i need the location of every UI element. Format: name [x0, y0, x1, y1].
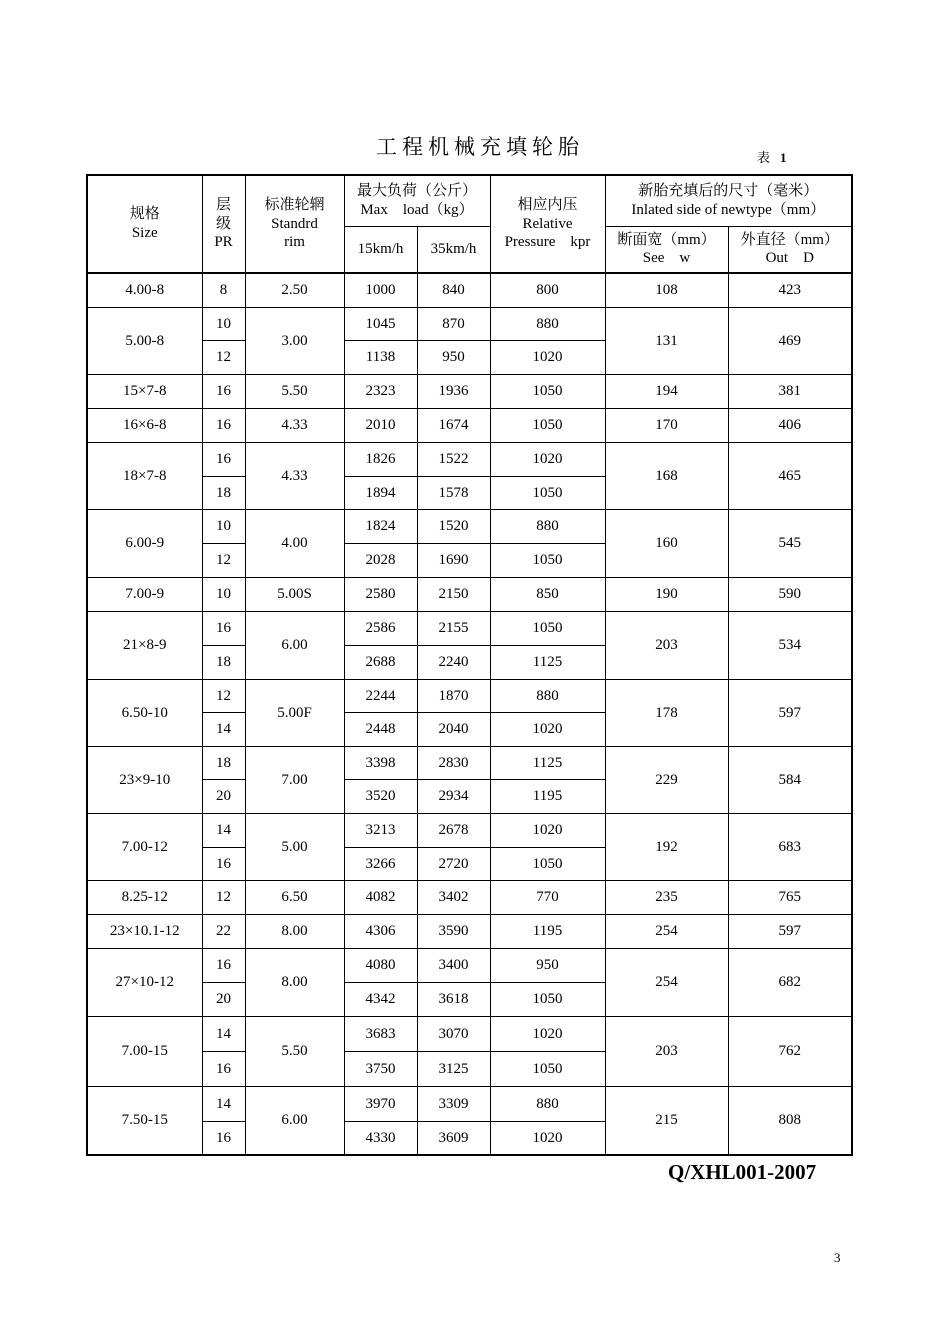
table-row	[87, 307, 852, 340]
cell-load-35kmh: 2934	[417, 779, 490, 813]
cell-load-15kmh: 2586	[344, 611, 417, 645]
cell-size: 4.00-8	[87, 273, 202, 307]
cell-outer-diameter: 584	[728, 746, 852, 813]
header-size: 规格 Size	[87, 175, 202, 273]
cell-outer-diameter: 545	[728, 509, 852, 577]
cell-rim: 4.33	[245, 442, 344, 509]
header-load-15kmh: 15km/h	[344, 226, 417, 273]
cell-load-35kmh: 2720	[417, 847, 490, 880]
cell-rim: 5.00	[245, 813, 344, 880]
cell-load-35kmh: 3400	[417, 948, 490, 982]
cell-outer-diameter: 534	[728, 611, 852, 679]
cell-pressure: 880	[490, 509, 605, 543]
cell-load-15kmh: 3213	[344, 813, 417, 847]
cell-load-15kmh: 1824	[344, 509, 417, 543]
cell-pressure: 1050	[490, 611, 605, 645]
cell-ply-rating: 12	[202, 880, 245, 914]
cell-load-35kmh: 3070	[417, 1016, 490, 1051]
cell-size: 16×6-8	[87, 408, 202, 442]
cell-ply-rating: 18	[202, 476, 245, 509]
header-outer-diameter: 外直径（mm） Out D	[728, 226, 852, 273]
cell-ply-rating: 16	[202, 1051, 245, 1086]
cell-load-15kmh: 3266	[344, 847, 417, 880]
cell-load-35kmh: 870	[417, 307, 490, 340]
table-row	[87, 1086, 852, 1121]
cell-ply-rating: 20	[202, 982, 245, 1016]
cell-ply-rating: 16	[202, 408, 245, 442]
cell-load-35kmh: 2155	[417, 611, 490, 645]
cell-section-width: 131	[605, 307, 728, 374]
cell-size: 23×10.1-12	[87, 914, 202, 948]
cell-outer-diameter: 808	[728, 1086, 852, 1155]
cell-load-15kmh: 2448	[344, 712, 417, 746]
table-row	[87, 948, 852, 982]
cell-pressure: 1050	[490, 476, 605, 509]
cell-rim: 5.00S	[245, 577, 344, 611]
cell-size: 6.00-9	[87, 509, 202, 577]
cell-ply-rating: 14	[202, 712, 245, 746]
table-row	[87, 914, 852, 948]
cell-load-15kmh: 1000	[344, 273, 417, 307]
cell-load-15kmh: 4342	[344, 982, 417, 1016]
cell-rim: 6.50	[245, 880, 344, 914]
cell-rim: 6.00	[245, 611, 344, 679]
cell-pressure: 1020	[490, 712, 605, 746]
header-inflated-dimensions: 新胎充填后的尺寸（毫米） Inlated side of newtype（mm）	[605, 175, 852, 226]
cell-pressure: 850	[490, 577, 605, 611]
cell-load-35kmh: 3618	[417, 982, 490, 1016]
cell-pressure: 1125	[490, 645, 605, 679]
cell-ply-rating: 16	[202, 1121, 245, 1155]
cell-size: 18×7-8	[87, 442, 202, 509]
cell-load-35kmh: 3402	[417, 880, 490, 914]
cell-outer-diameter: 469	[728, 307, 852, 374]
cell-ply-rating: 10	[202, 577, 245, 611]
cell-outer-diameter: 682	[728, 948, 852, 1016]
cell-ply-rating: 14	[202, 1016, 245, 1051]
table-row	[87, 880, 852, 914]
cell-load-35kmh: 1578	[417, 476, 490, 509]
cell-ply-rating: 14	[202, 1086, 245, 1121]
cell-section-width: 190	[605, 577, 728, 611]
cell-pressure: 800	[490, 273, 605, 307]
cell-size: 7.50-15	[87, 1086, 202, 1155]
cell-pressure: 1125	[490, 746, 605, 779]
cell-section-width: 229	[605, 746, 728, 813]
cell-pressure: 880	[490, 679, 605, 712]
cell-load-35kmh: 3609	[417, 1121, 490, 1155]
cell-size: 15×7-8	[87, 374, 202, 408]
cell-section-width: 254	[605, 914, 728, 948]
cell-load-35kmh: 2150	[417, 577, 490, 611]
cell-load-35kmh: 1674	[417, 408, 490, 442]
table-row	[87, 679, 852, 712]
cell-section-width: 178	[605, 679, 728, 746]
cell-load-35kmh: 2240	[417, 645, 490, 679]
cell-rim: 5.50	[245, 1016, 344, 1086]
cell-pressure: 1020	[490, 442, 605, 476]
cell-pressure: 770	[490, 880, 605, 914]
header-max-load: 最大负荷（公斤） Max load（kg）	[344, 175, 490, 226]
cell-ply-rating: 16	[202, 374, 245, 408]
cell-load-35kmh: 1520	[417, 509, 490, 543]
cell-size: 27×10-12	[87, 948, 202, 1016]
page-number: 3	[834, 1250, 841, 1265]
cell-outer-diameter: 590	[728, 577, 852, 611]
cell-section-width: 235	[605, 880, 728, 914]
table-label: 表	[757, 150, 771, 165]
cell-outer-diameter: 381	[728, 374, 852, 408]
cell-load-35kmh: 2678	[417, 813, 490, 847]
cell-ply-rating: 18	[202, 746, 245, 779]
cell-load-35kmh: 840	[417, 273, 490, 307]
cell-load-35kmh: 3590	[417, 914, 490, 948]
cell-ply-rating: 16	[202, 847, 245, 880]
cell-load-35kmh: 2830	[417, 746, 490, 779]
cell-load-15kmh: 3520	[344, 779, 417, 813]
cell-load-35kmh: 950	[417, 340, 490, 374]
cell-load-15kmh: 4082	[344, 880, 417, 914]
cell-load-15kmh: 4080	[344, 948, 417, 982]
cell-rim: 3.00	[245, 307, 344, 374]
cell-ply-rating: 12	[202, 543, 245, 577]
cell-pressure: 1020	[490, 1016, 605, 1051]
table-row	[87, 1016, 852, 1051]
cell-load-15kmh: 2010	[344, 408, 417, 442]
cell-outer-diameter: 423	[728, 273, 852, 307]
cell-rim: 4.00	[245, 509, 344, 577]
table-row	[87, 813, 852, 847]
table-number-label	[757, 147, 787, 166]
cell-rim: 5.50	[245, 374, 344, 408]
table-body	[87, 273, 852, 1155]
cell-load-35kmh: 1870	[417, 679, 490, 712]
cell-load-15kmh: 2323	[344, 374, 417, 408]
cell-load-15kmh: 1138	[344, 340, 417, 374]
document-title: 工程机械充填轮胎	[376, 135, 584, 159]
cell-load-15kmh: 3398	[344, 746, 417, 779]
cell-ply-rating: 8	[202, 273, 245, 307]
cell-load-15kmh: 4330	[344, 1121, 417, 1155]
cell-load-15kmh: 3683	[344, 1016, 417, 1051]
cell-pressure: 880	[490, 307, 605, 340]
cell-size: 8.25-12	[87, 880, 202, 914]
cell-pressure: 1050	[490, 847, 605, 880]
cell-pressure: 1020	[490, 813, 605, 847]
cell-rim: 4.33	[245, 408, 344, 442]
table-header	[87, 175, 852, 273]
table-row	[87, 509, 852, 543]
header-relative-pressure: 相应内压 Relative Pressure kpr	[490, 175, 605, 273]
cell-outer-diameter: 765	[728, 880, 852, 914]
cell-section-width: 108	[605, 273, 728, 307]
cell-size: 21×8-9	[87, 611, 202, 679]
cell-section-width: 203	[605, 1016, 728, 1086]
cell-size: 7.00-12	[87, 813, 202, 880]
cell-load-15kmh: 1045	[344, 307, 417, 340]
cell-load-35kmh: 1522	[417, 442, 490, 476]
cell-rim: 8.00	[245, 948, 344, 1016]
cell-size: 23×9-10	[87, 746, 202, 813]
cell-size: 6.50-10	[87, 679, 202, 746]
cell-rim: 8.00	[245, 914, 344, 948]
cell-size: 7.00-9	[87, 577, 202, 611]
cell-section-width: 160	[605, 509, 728, 577]
cell-pressure: 1050	[490, 1051, 605, 1086]
cell-ply-rating: 16	[202, 948, 245, 982]
cell-pressure: 1020	[490, 340, 605, 374]
tire-spec-table	[86, 174, 853, 1156]
cell-ply-rating: 10	[202, 509, 245, 543]
cell-section-width: 215	[605, 1086, 728, 1155]
cell-load-15kmh: 2688	[344, 645, 417, 679]
standard-code: Q/XHL001-2007	[668, 1160, 817, 1184]
cell-load-15kmh: 3750	[344, 1051, 417, 1086]
cell-pressure: 1020	[490, 1121, 605, 1155]
cell-load-15kmh: 1894	[344, 476, 417, 509]
table-row	[87, 408, 852, 442]
cell-outer-diameter: 406	[728, 408, 852, 442]
cell-outer-diameter: 683	[728, 813, 852, 880]
table-row	[87, 442, 852, 476]
cell-load-15kmh: 3970	[344, 1086, 417, 1121]
cell-ply-rating: 22	[202, 914, 245, 948]
cell-pressure: 1050	[490, 408, 605, 442]
cell-ply-rating: 14	[202, 813, 245, 847]
header-load-35kmh: 35km/h	[417, 226, 490, 273]
cell-rim: 7.00	[245, 746, 344, 813]
table-row	[87, 611, 852, 645]
header-standard-rim: 标准轮辋 Standrd rim	[245, 175, 344, 273]
cell-ply-rating: 16	[202, 611, 245, 645]
cell-load-15kmh: 2028	[344, 543, 417, 577]
cell-ply-rating: 12	[202, 679, 245, 712]
table-row	[87, 577, 852, 611]
cell-outer-diameter: 597	[728, 679, 852, 746]
cell-ply-rating: 18	[202, 645, 245, 679]
cell-size: 5.00-8	[87, 307, 202, 374]
header-ply-rating: 层 级 PR	[202, 175, 245, 273]
cell-load-15kmh: 1826	[344, 442, 417, 476]
cell-rim: 2.50	[245, 273, 344, 307]
cell-outer-diameter: 465	[728, 442, 852, 509]
cell-load-35kmh: 2040	[417, 712, 490, 746]
cell-outer-diameter: 597	[728, 914, 852, 948]
cell-pressure: 950	[490, 948, 605, 982]
cell-pressure: 1050	[490, 374, 605, 408]
cell-section-width: 170	[605, 408, 728, 442]
table-row	[87, 746, 852, 779]
cell-pressure: 1195	[490, 779, 605, 813]
cell-rim: 5.00F	[245, 679, 344, 746]
cell-load-15kmh: 2580	[344, 577, 417, 611]
table-row	[87, 374, 852, 408]
cell-pressure: 880	[490, 1086, 605, 1121]
cell-pressure: 1195	[490, 914, 605, 948]
cell-outer-diameter: 762	[728, 1016, 852, 1086]
cell-section-width: 192	[605, 813, 728, 880]
cell-pressure: 1050	[490, 982, 605, 1016]
cell-section-width: 254	[605, 948, 728, 1016]
cell-load-35kmh: 3309	[417, 1086, 490, 1121]
cell-ply-rating: 12	[202, 340, 245, 374]
cell-ply-rating: 10	[202, 307, 245, 340]
header-section-width: 断面宽（mm） See w	[605, 226, 728, 273]
cell-section-width: 203	[605, 611, 728, 679]
cell-load-15kmh: 4306	[344, 914, 417, 948]
table-row	[87, 273, 852, 307]
cell-load-35kmh: 3125	[417, 1051, 490, 1086]
table-number: 1	[780, 150, 787, 165]
cell-section-width: 194	[605, 374, 728, 408]
cell-section-width: 168	[605, 442, 728, 509]
cell-load-35kmh: 1936	[417, 374, 490, 408]
cell-load-35kmh: 1690	[417, 543, 490, 577]
cell-rim: 6.00	[245, 1086, 344, 1155]
cell-pressure: 1050	[490, 543, 605, 577]
cell-ply-rating: 16	[202, 442, 245, 476]
cell-size: 7.00-15	[87, 1016, 202, 1086]
cell-load-15kmh: 2244	[344, 679, 417, 712]
cell-ply-rating: 20	[202, 779, 245, 813]
